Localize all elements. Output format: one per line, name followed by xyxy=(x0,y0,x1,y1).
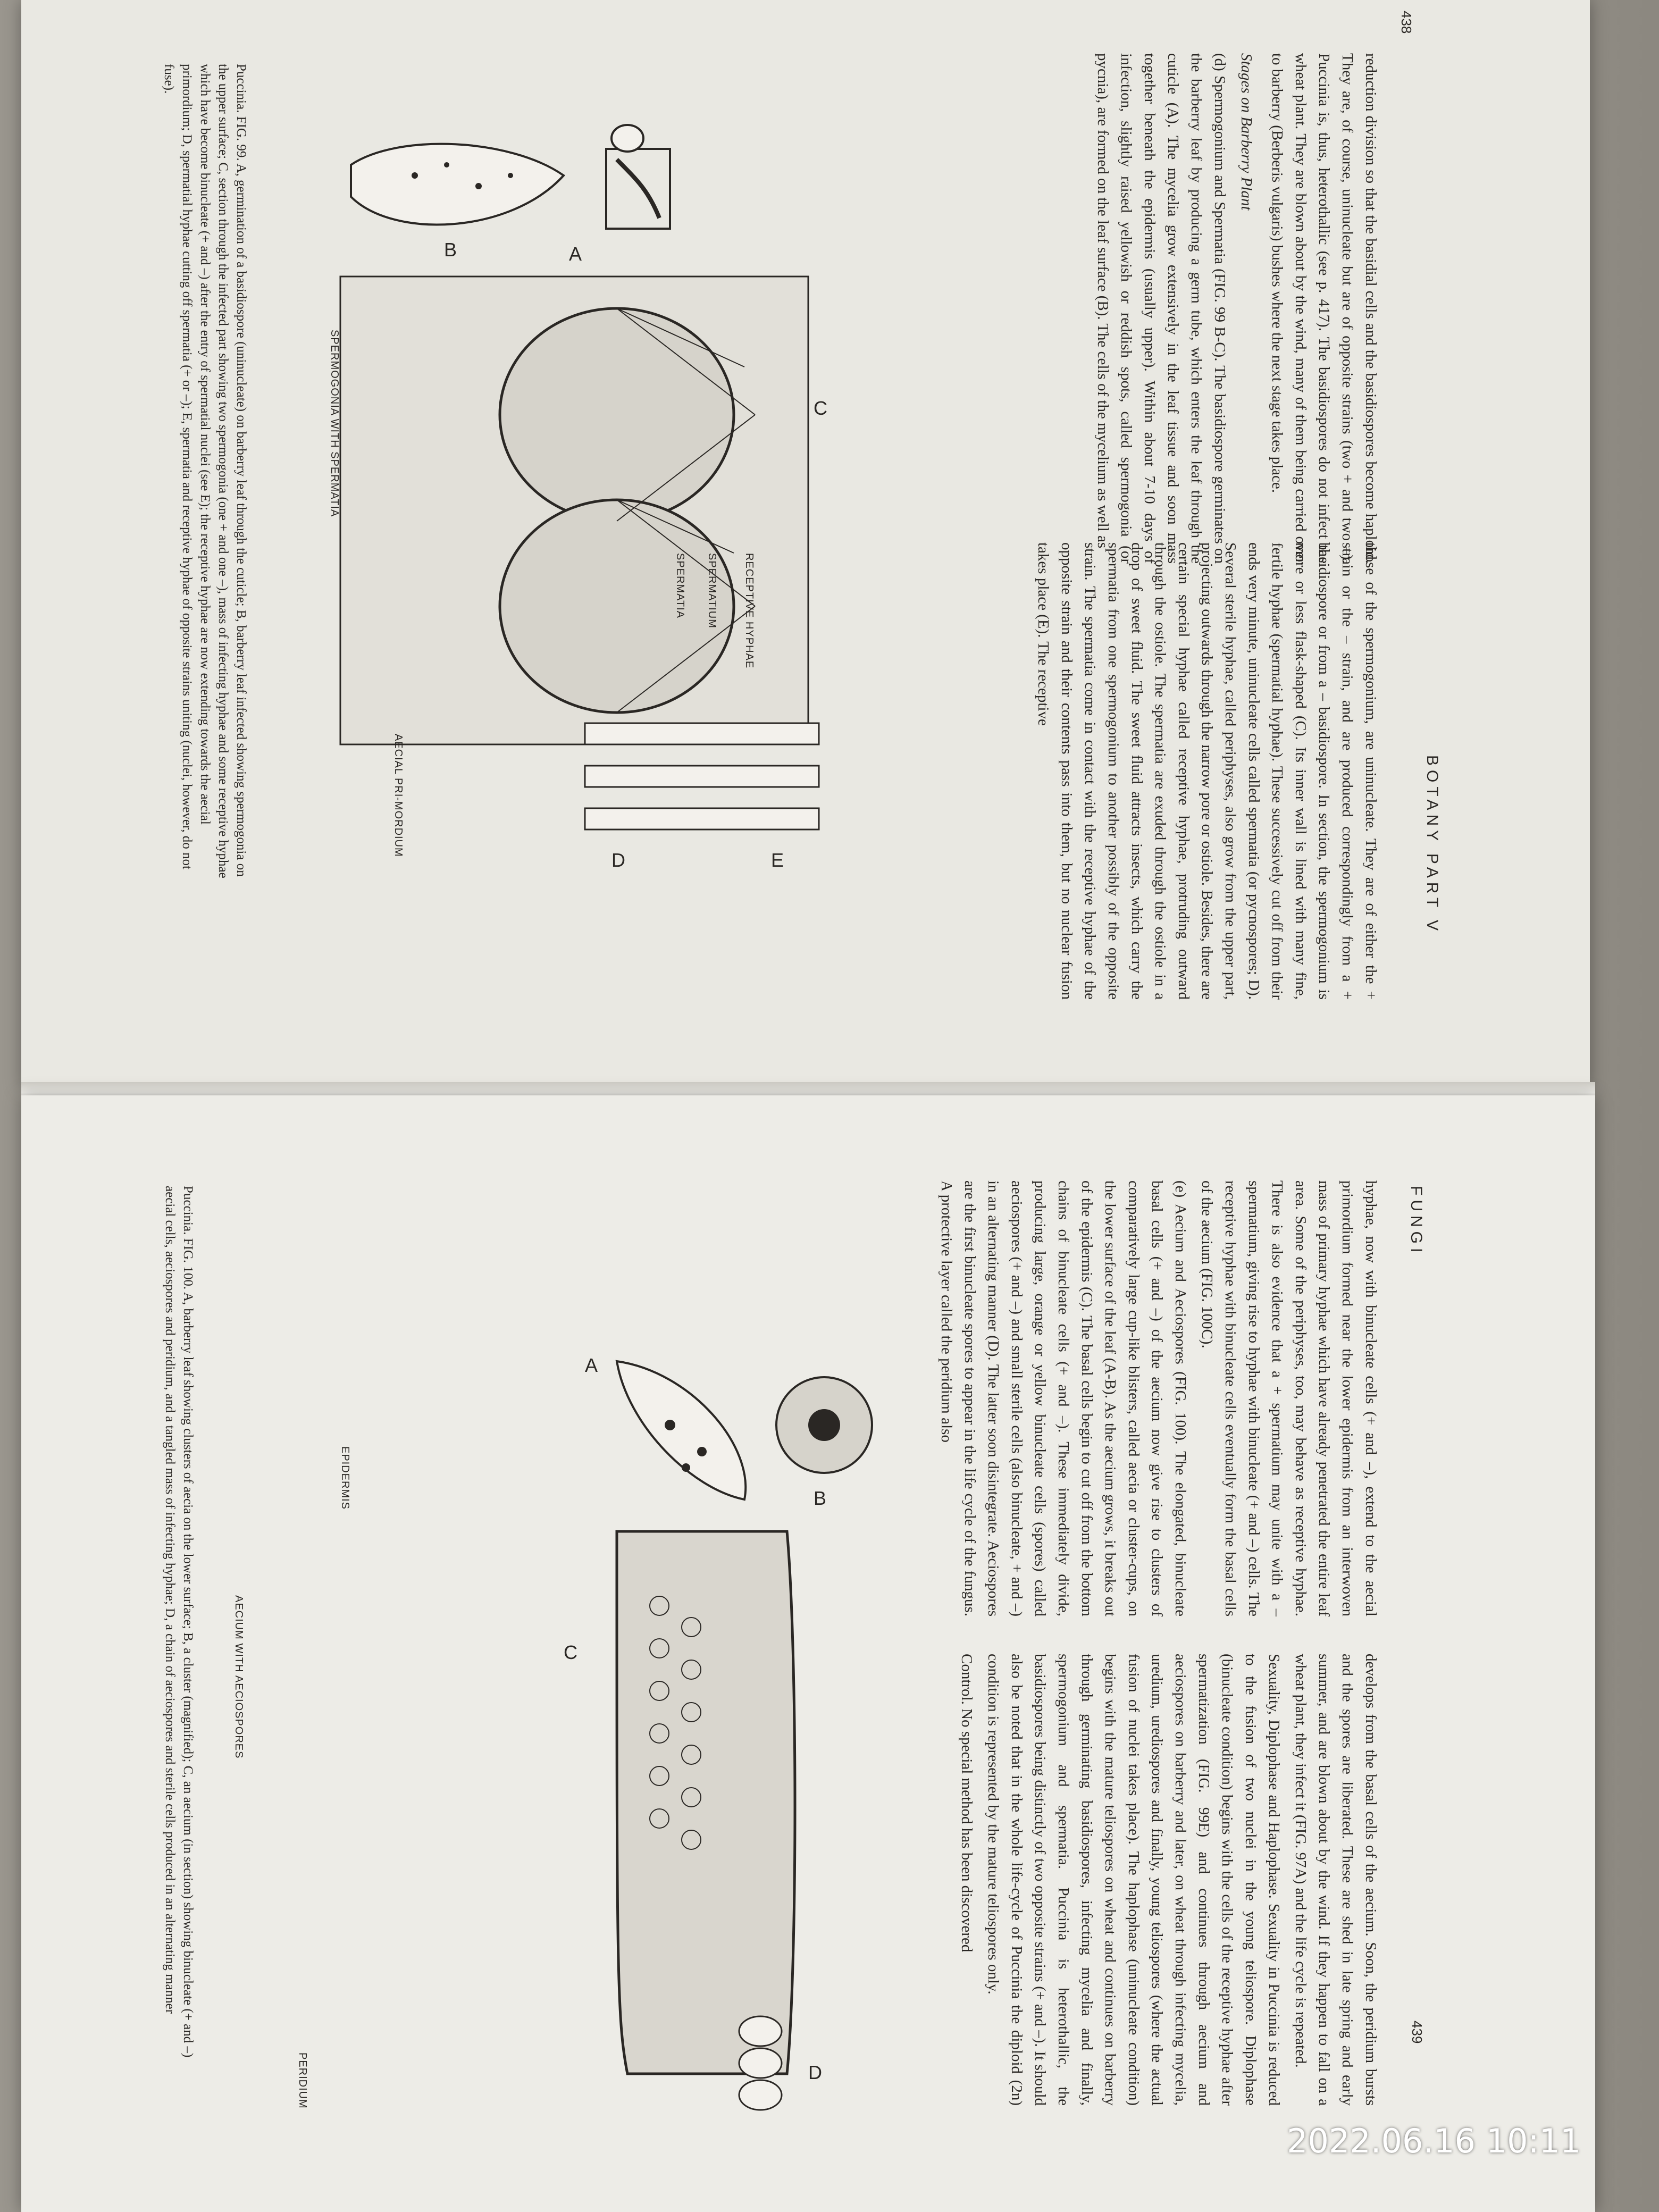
fig99-label-d: D xyxy=(611,849,625,871)
label-spermatia: SPERMATIA xyxy=(674,553,686,619)
label-peridium: PERIDIUM xyxy=(297,2052,308,2109)
running-head-botany: BOTANY PART V xyxy=(1423,755,1441,935)
fig99-label-a: A xyxy=(569,243,582,265)
aecium-section-icon xyxy=(617,1531,795,2110)
fig99-caption xyxy=(160,64,250,893)
figure-99-detail xyxy=(532,691,851,883)
bottom-col2b-para: Sexuality, Diplophase and Haplophase. Sexuality in Puccinia is reduced to the fusion of two nuclei in the young teliospore. Diplophase (binucleate condition) begins with the cells of the receptive hyphae after spermatization (FIG. 99E) and continues through aecium and aeciospores on barberry and later, on wheat through infecting mycelia, uredium, urediospores and finally, young teliospores (where the actual fusion of nuclei takes place). The haplophase (uninucleate condition) begins with the mature teliospores on wheat and continues on barberry through germinating basidiospores, infecting mycelia and finally, spermogonium and spermatia. Puccinia is heterothallic, the basidiospores being distinctly of two opposite strains (+ and –). It should also be noted that in the whole life-cycle of Puccinia the diploid (2n) condition is represented by the mature teliospores only. xyxy=(985,1654,1283,2106)
figure-100-aecium xyxy=(319,1329,904,2138)
fig99-label-b: B xyxy=(444,239,457,261)
aecia-cluster-icon xyxy=(776,1377,872,1473)
top-col1b-para: (d) Spermogonium and Spermatia (FIG. 99 B-C). The basidiospore germinates on the barberry leaf by producing a germ tube, which enters the leaf through the cuticle (A). The mycelia grow extensively in the leaf tissue and soon mass together beneath the epidermis (usually upper). Within about 7-10 days of infection, slightly raised yellowish or reddish spots, called spermogonia (or pycnia), are formed on the leaf surface (B). The cells of the mycelium as well as xyxy=(1094,53,1228,564)
label-aecial-primordium: AECIAL PRI-MORDIUM xyxy=(392,734,404,857)
photo-timestamp: 2022.06.16 10:11 xyxy=(1287,2122,1581,2160)
label-receptive-hyphae: RECEPTIVE HYPHAE xyxy=(743,553,755,669)
page-number-438: 438 xyxy=(1398,11,1414,34)
bottom-col1b-para: (e) Aecium and Aeciospores (FIG. 100). The elongated, binucleate basal cells (+ and –) of the aecium now give rise to clusters of comparatively large cup-like blisters, called aecia or cluster-cups, on the lower surface of the leaf (A-B). As the aecium grows, it breaks out of the epidermis (C). The basal cells begin to cut off from the bottom chains of binucleate cells (+ and –). These immediately divide, producing large, orange or yellow binucleate cells (spores) called aeciospores (+ and –) and small sterile cells (also binucleate, + and –) in an alternating manner (D). The latter soon disintegrate. Aeciospores are the first binucleate spores to appear in the life cycle of the fungus. A protective layer called the peridium also xyxy=(938,1180,1189,1616)
barberry-leaf-icon xyxy=(351,144,564,225)
fig100-label-c: C xyxy=(564,1641,577,1663)
fig99-label-c: C xyxy=(814,397,827,419)
fig100-label-b: B xyxy=(814,1487,827,1509)
spermatial-hyphae-icon xyxy=(585,723,819,830)
bottom-col1-para: hyphae, now with binucleate cells (+ and –), extend to the aecial primordium formed near the lower epidermis from an interwoven mass of primary hyphae which have already penetrated the entire leaf area. Some of the periphyses, too, may behave as receptive hyphae. There is also evidence that a + spermatium may unite with a – spermatium, giving rise to hyphae with binucleate (+ and –) cells. The receptive hyphae with binucleate cells eventually form the basal cells of the aecium (FIG. 100C). xyxy=(1199,1180,1379,1616)
bottom-col2-para: develops from the basal cells of the aecium. Soon, the peridium bursts and the spores are liberated. These are shed in late spring and early summer, and are blown about by the wind. If they happen to fall on a wheat plant, they infect it (FIG. 97A) and the life cycle is repeated. xyxy=(1292,1654,1379,2106)
figure-99-spermogonia xyxy=(319,117,851,782)
fig100-label-d: D xyxy=(808,2062,822,2083)
top-col1-para: reduction division so that the basidial cells and the basidiospores become haploid. They are, of course, uninucleate but are of opposite strains (two + and two –). Puccinia is, thus, heterothallic (see p. 417). The basidiospores do not infect the wheat plant. They are blown about by the wind, many of them being carried over to barberry (Berberis vulgaris) bushes where the next stage takes place. xyxy=(1269,53,1379,564)
spermogonium-section-icon xyxy=(340,276,808,744)
aeciospore-chain-icon xyxy=(739,2016,782,2110)
fig100-label-a: A xyxy=(585,1354,598,1376)
page-number-439: 439 xyxy=(1409,2021,1425,2044)
bottom-column-1 xyxy=(935,1180,1382,1616)
top-col2-para: those of the spermogonium, are uninucleate. They are of either the + strain or the – strain, and are produced correspondingly from a + basidiospore or from a – basidiospore. In section, the spermogonium is more or less flask-shaped (C). Its inner wall is lined with many fine, fertile hyphae (spermatial hyphae). These successively cut off from their ends very minute, uninucleate cells called spermatia (or pycnospores; D). Several sterile hyphae, called periphyses, also grow from the upper part, projecting outwards through the narrow pore or ostiole. Besides, there are certain special hyphae called receptive hyphae, protruding outward through the ostiole. The spermatia are exuded through the ostiole in a drop of sweet fluid. The sweet fluid attracts insects, which carry the spermatia from one spermogonium to another possibly of the opposite strain. The spermatia come in contact with the receptive hyphae of the opposite strain and their contents pass into them, but no nuclear fusion takes place (E). The receptive xyxy=(1035,542,1379,1000)
germinating-basidiospore-icon xyxy=(606,125,670,229)
top-subhead: Stages on Barberry Plant xyxy=(1238,53,1255,211)
top-column-2 xyxy=(1032,542,1382,1000)
bottom-column-2 xyxy=(955,1654,1382,2106)
fig99-label-e: E xyxy=(771,849,784,871)
fig100-caption xyxy=(161,1186,197,2090)
fig100-caption-text: Puccinia. FIG. 100. A, barberry leaf showing clusters of aecia on the lower surface; B, a cluster (magnified); C, an aecium (in section) showing binucleate (+ and –) aecial cells, aeciospores and peridium, and a tangled mass of infecting hyphae; D, a chain of aeciospores and sterile cells produced in an alternating manner xyxy=(163,1186,195,2058)
fig100-bottom-label: AECIUM WITH AECIOSPORES xyxy=(233,1595,245,1759)
top-column-1 xyxy=(1091,53,1382,564)
barberry-leaf-aecia-icon xyxy=(617,1361,745,1499)
fig99-caption-text: Puccinia. FIG. 99. A, germination of a basidiospore (uninucleate) on barberry leaf through the cuticle; B, barberry leaf infected showing spermogonia on the upper surface; C, section through the infected part showing two spermogonia (one + and one –), mass of infecting hyphae and some receptive hyphae which have become binucleate (+ and –) after the entry of spermatial nuclei (see E); the receptive hyphae are now extending towards the aecial primordium; D, spermatial hyphae cutting off spermatia (+ or –); E, spermatia and receptive hyphae of opposite strains uniting (nuclei, however, do not fuse). xyxy=(162,64,248,878)
bottom-col2c-para: Control. No special method has been discovered xyxy=(958,1654,975,1953)
fig99-bottom-label: SPERMOGONIA WITH SPERMATIA xyxy=(329,330,340,517)
label-spermatium: SPERMATIUM xyxy=(706,553,718,629)
running-head-fungi: FUNGI xyxy=(1407,1186,1425,1257)
label-epidermis: EPIDERMIS xyxy=(339,1446,351,1510)
